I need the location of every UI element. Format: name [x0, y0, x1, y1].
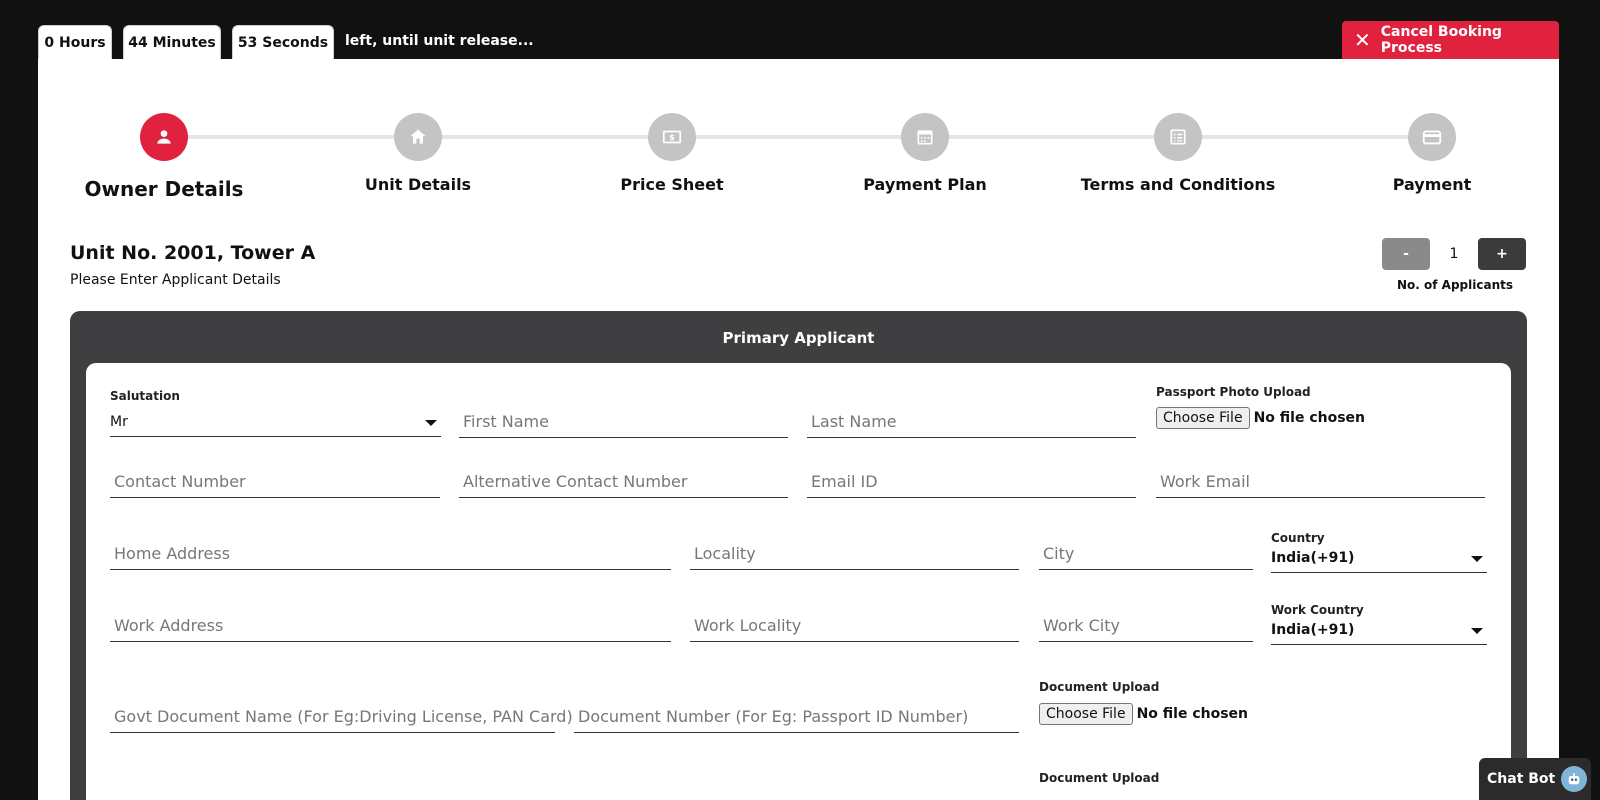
timer-hours: 0 Hours — [38, 25, 112, 59]
alt-contact-placeholder: Alternative Contact Number — [463, 472, 688, 491]
top-bar — [0, 0, 1600, 59]
step-terms-and-conditions[interactable] — [1078, 113, 1278, 194]
applicant-counter — [1382, 238, 1528, 292]
main-panel — [38, 59, 1559, 800]
booking-stepper — [38, 59, 1559, 219]
timer-minutes: 44 Minutes — [123, 25, 221, 59]
home-address-input[interactable] — [110, 538, 671, 570]
step-unit-details[interactable] — [318, 113, 518, 194]
chat-bot-label: Chat Bot — [1487, 771, 1556, 787]
first-name-placeholder: First Name — [463, 412, 549, 431]
step-label: Payment Plan — [863, 175, 987, 194]
last-name-input[interactable] — [807, 406, 1136, 438]
salutation-select[interactable] — [110, 411, 441, 437]
timer-seconds: 53 Seconds — [232, 25, 334, 59]
chat-bot-button[interactable] — [1479, 758, 1591, 800]
first-name-input[interactable] — [459, 406, 788, 438]
robot-icon — [1561, 766, 1587, 792]
document-number-input[interactable] — [574, 701, 1019, 733]
passport-upload-label: Passport Photo Upload — [1156, 385, 1311, 399]
calendar-icon — [901, 113, 949, 161]
step-label: Price Sheet — [620, 175, 724, 194]
locality-input[interactable] — [690, 538, 1019, 570]
work-country-select[interactable] — [1271, 619, 1487, 645]
close-icon: ✕ — [1354, 28, 1371, 52]
applicant-form — [86, 363, 1511, 800]
work-city-input[interactable] — [1039, 610, 1253, 642]
person-icon — [140, 113, 188, 161]
choose-file-button[interactable]: Choose File — [1039, 703, 1133, 725]
work-locality-input[interactable] — [690, 610, 1019, 642]
work-country-value: India(+91) — [1271, 622, 1355, 638]
country-value: India(+91) — [1271, 550, 1355, 566]
svg-text:$: $ — [669, 132, 675, 143]
step-label: Payment — [1392, 175, 1472, 194]
salutation-label: Salutation — [110, 389, 180, 403]
unit-subtitle: Please Enter Applicant Details — [70, 272, 281, 288]
chevron-down-icon — [1471, 628, 1483, 634]
step-payment-plan[interactable] — [825, 113, 1025, 194]
work-city-placeholder: Work City — [1043, 616, 1120, 635]
cancel-booking-label: Cancel Booking Process — [1380, 24, 1502, 56]
no-file-text: No file chosen — [1136, 706, 1249, 722]
document-file-input[interactable] — [1039, 703, 1248, 725]
applicant-count: 1 — [1449, 246, 1459, 262]
unit-title: Unit No. 2001, Tower A — [70, 242, 316, 264]
home-address-placeholder: Home Address — [114, 544, 231, 563]
country-select[interactable] — [1271, 547, 1487, 573]
step-owner-details[interactable] — [64, 113, 264, 201]
work-locality-placeholder: Work Locality — [694, 616, 802, 635]
govt-document-placeholder: Govt Document Name (For Eg:Driving License, PAN Card) — [114, 707, 573, 726]
work-address-input[interactable] — [110, 610, 671, 642]
step-label: Terms and Conditions — [1080, 175, 1276, 194]
alt-contact-input[interactable] — [459, 466, 788, 498]
no-file-text: No file chosen — [1253, 410, 1366, 426]
last-name-placeholder: Last Name — [811, 412, 897, 431]
contact-number-placeholder: Contact Number — [114, 472, 246, 491]
email-input[interactable] — [807, 466, 1136, 498]
document-upload-label-2: Document Upload — [1039, 771, 1160, 785]
list-icon — [1154, 113, 1202, 161]
govt-document-name-input[interactable] — [110, 701, 573, 733]
chevron-down-icon — [1471, 556, 1483, 562]
passport-file-input[interactable] — [1156, 407, 1365, 429]
step-label: Owner Details — [84, 177, 244, 201]
document-upload-label: Document Upload — [1039, 680, 1160, 694]
credit-card-icon — [1408, 113, 1456, 161]
dollar-note-icon — [648, 113, 696, 161]
country-label: Country — [1271, 531, 1325, 545]
chevron-down-icon — [425, 420, 437, 426]
applicant-count-label: No. of Applicants — [1397, 278, 1513, 292]
city-input[interactable] — [1039, 538, 1253, 570]
work-email-input[interactable] — [1156, 466, 1485, 498]
timer-suffix: left, until unit release... — [345, 33, 534, 49]
step-label: Unit Details — [364, 175, 472, 194]
choose-file-button[interactable]: Choose File — [1156, 407, 1250, 429]
step-payment[interactable] — [1332, 113, 1532, 194]
contact-number-input[interactable] — [110, 466, 440, 498]
cancel-booking-button[interactable] — [1342, 21, 1559, 59]
locality-placeholder: Locality — [694, 544, 756, 563]
salutation-value: Mr — [110, 414, 128, 430]
primary-applicant-card — [70, 311, 1527, 800]
step-price-sheet[interactable] — [572, 113, 772, 194]
work-address-placeholder: Work Address — [114, 616, 224, 635]
city-placeholder: City — [1043, 544, 1075, 563]
document-number-placeholder: Document Number (For Eg: Passport ID Number) — [578, 707, 969, 726]
increase-applicants-button[interactable]: + — [1478, 238, 1526, 270]
work-country-label: Work Country — [1271, 603, 1364, 617]
home-icon — [394, 113, 442, 161]
decrease-applicants-button[interactable]: - — [1382, 238, 1430, 270]
email-placeholder: Email ID — [811, 472, 878, 491]
work-email-placeholder: Work Email — [1160, 472, 1250, 491]
card-title: Primary Applicant — [722, 329, 875, 347]
